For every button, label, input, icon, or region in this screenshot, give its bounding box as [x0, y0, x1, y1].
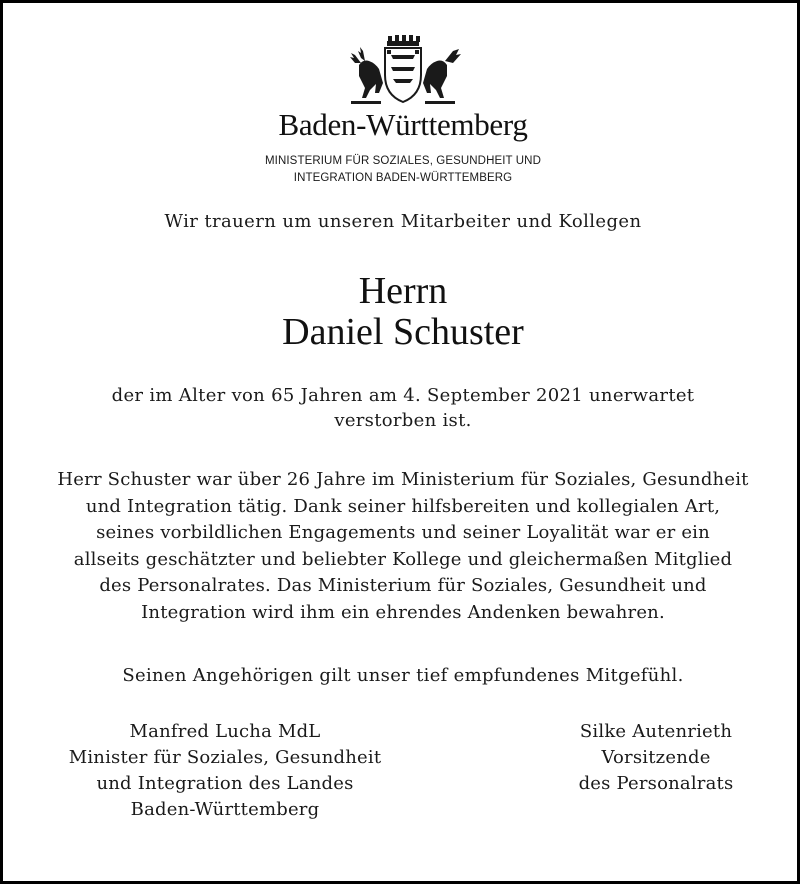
biography-line: seines vorbildlichen Engagements und seiner Loyalität war er ein: [96, 522, 710, 543]
intro-text: Wir trauern um unseren Mitarbeiter und Kollegen: [164, 211, 642, 232]
signature-line: Minister für Soziales, Gesundheit: [68, 747, 382, 768]
biography: [3, 467, 800, 626]
biography-line: allseits geschätzter und beliebter Kollege und gleichermaßen Mitglied: [73, 548, 733, 570]
biography-line: Integration wird ihm ein ehrendes Andenken bewahren.: [141, 601, 665, 623]
signature-line: Manfred Lucha MdL: [129, 721, 321, 742]
deceased-name: Daniel Schuster: [282, 311, 524, 353]
brand-wordmark: Baden-Württemberg: [278, 107, 528, 142]
biography-line: Herr Schuster war über 26 Jahre im Ministerium für Soziales, Gesundheit: [57, 469, 749, 490]
signature-minister: [55, 719, 395, 823]
condolence-text: Seinen Angehörigen gilt unser tief empfundenes Mitgefühl.: [122, 665, 684, 686]
death-notice: [3, 383, 800, 433]
biography-line: des Personalrates. Das Ministerium für Soziales, Gesundheit und: [99, 575, 707, 596]
signature-staff-council: [551, 719, 761, 797]
signature-line: Baden-Württemberg: [130, 799, 320, 820]
signature-line: und Integration des Landes: [96, 773, 354, 794]
ministry-line: INTEGRATION BADEN-WÜRTTEMBERG: [293, 172, 513, 184]
signature-line: des Personalrats: [578, 773, 734, 794]
ministry-line: MINISTERIUM FÜR SOZIALES, GESUNDHEIT UND: [265, 155, 541, 167]
deceased-name-block: [3, 271, 800, 353]
death-notice-line: der im Alter von 65 Jahren am 4. September 2021 unerwartet: [111, 385, 695, 406]
biography-line: und Integration tätig. Dank seiner hilfsbereiten und kollegialen Art,: [85, 495, 721, 517]
ministry-name: [3, 153, 800, 187]
signature-line: Vorsitzende: [601, 747, 711, 768]
salutation: Herrn: [358, 270, 448, 312]
coat-of-arms-icon: [341, 35, 465, 107]
death-notice-line: verstorben ist.: [334, 410, 472, 431]
signature-line: Silke Autenrieth: [579, 721, 733, 742]
